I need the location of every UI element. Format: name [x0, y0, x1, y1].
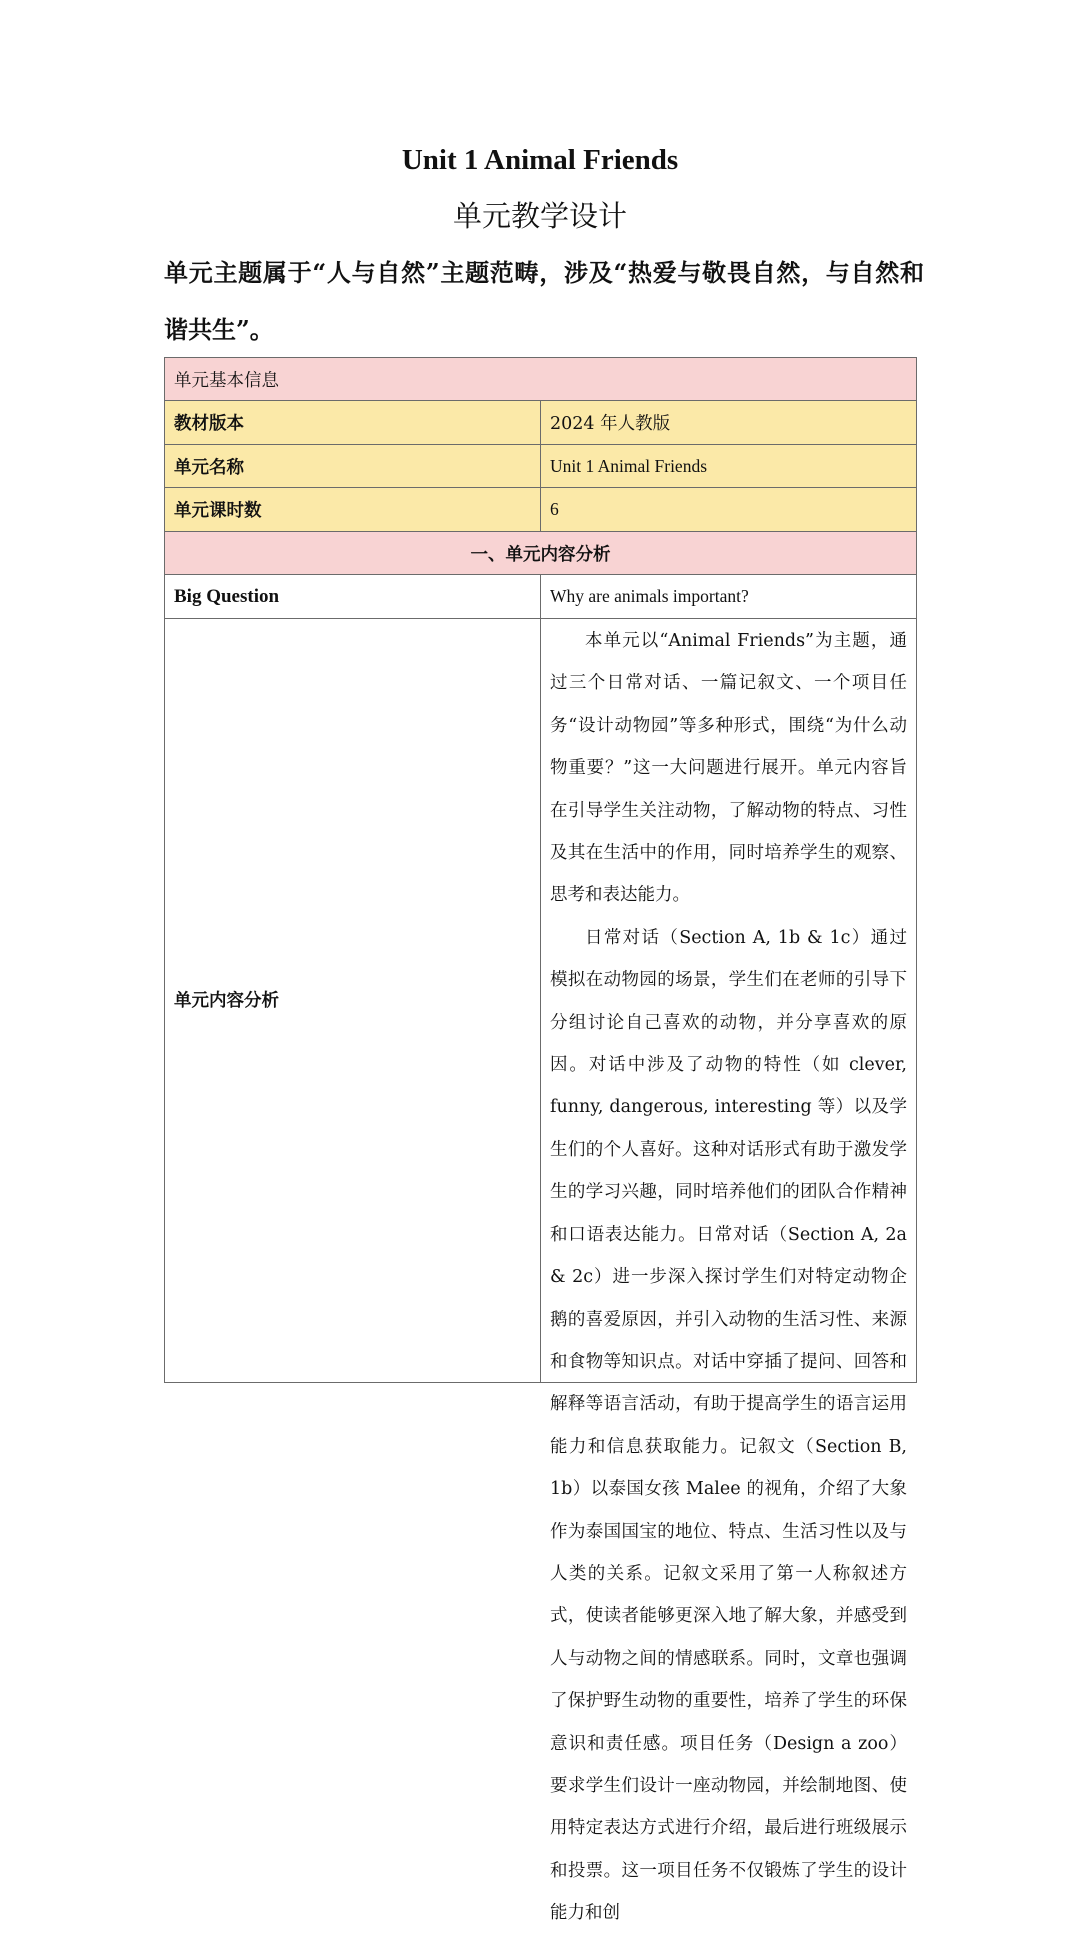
unit-name-value: Unit 1 Animal Friends: [541, 445, 917, 488]
table-row-lesson-count: [165, 488, 917, 532]
textbook-edition-label: 教材版本: [165, 401, 541, 445]
document-title: Unit 1 Animal Friends: [401, 144, 679, 176]
document-subtitle: 单元教学设计: [452, 199, 627, 233]
table-row-content-analysis: [165, 619, 917, 1383]
unit-name-label: 单元名称: [165, 445, 541, 488]
big-question-value: Why are animals important?: [541, 575, 917, 619]
basic-info-header-row: [165, 358, 917, 401]
theme-statement: 单元主题属于“人与自然”主题范畴，涉及“热爱与敬畏自然，与自然和谐共生”。: [164, 258, 924, 344]
table-row-textbook-edition: [165, 401, 917, 445]
content-analysis-label: 单元内容分析: [165, 619, 541, 1383]
content-analysis-body: [550, 619, 907, 1924]
textbook-edition-value: 2024 年人教版: [541, 401, 917, 445]
section-header-row: [165, 532, 917, 575]
lesson-count-label: 单元课时数: [165, 488, 541, 532]
analysis-paragraph-2: 日常对话（Section A, 1b & 1c）通过模拟在动物园的场景，学生们在老师的引导下分组讨论自己喜欢的动物，并分享喜欢的原因。对话中涉及了动物的特性（如 clever, funny, dangerous, interesting 等）以及学生们的个人喜好。这种对话形式有助于激发学生的学习兴趣，同时培养他们的团队合作精神和口语表达能力。日常对话（Section A, 2a & 2c）进一步深入探讨学生们对特定动物企鹅的喜爱原因，并引入动物的生活习性、来源和食物等知识点。对话中穿插了提问、回答和解释等语言活动，有助于提高学生的语言运用能力和信息获取能力。记叙文（Section B, 1b）以泰国女孩 Malee 的视角，介绍了大象作为泰国国宝的地位、特点、生活习性以及与人类的关系。记叙文采用了第一人称叙述方式，使读者能够更深入地了解大象，并感受到人与动物之间的情感联系。同时，文章也强调了保护野生动物的重要性，培养了学生的环保意识和责任感。项目任务（Design a zoo）要求学生们设计一座动物园，并绘制地图、使用特定表达方式进行介绍，最后进行班级展示和投票。这一项目任务不仅锻炼了学生的设计能力和创: [550, 927, 907, 1924]
table-row-big-question: [165, 575, 917, 619]
basic-info-header: 单元基本信息: [165, 358, 917, 401]
big-question-label: Big Question: [165, 575, 541, 619]
analysis-paragraph-1: 本单元以“Animal Friends”为主题，通过三个日常对话、一篇记叙文、一个项目任务“设计动物园”等多种形式，围绕“为什么动物重要？”这一大问题进行展开。单元内容旨在引导学生关注动物，了解动物的特点、习性及其在生活中的作用，同时培养学生的观察、思考和表达能力。: [550, 631, 907, 906]
table-row-unit-name: [165, 445, 917, 488]
section-header: 一、单元内容分析: [165, 532, 917, 575]
content-analysis-cell: [541, 619, 917, 1924]
lesson-count-value: 6: [541, 488, 917, 532]
unit-info-table: [164, 357, 917, 1924]
